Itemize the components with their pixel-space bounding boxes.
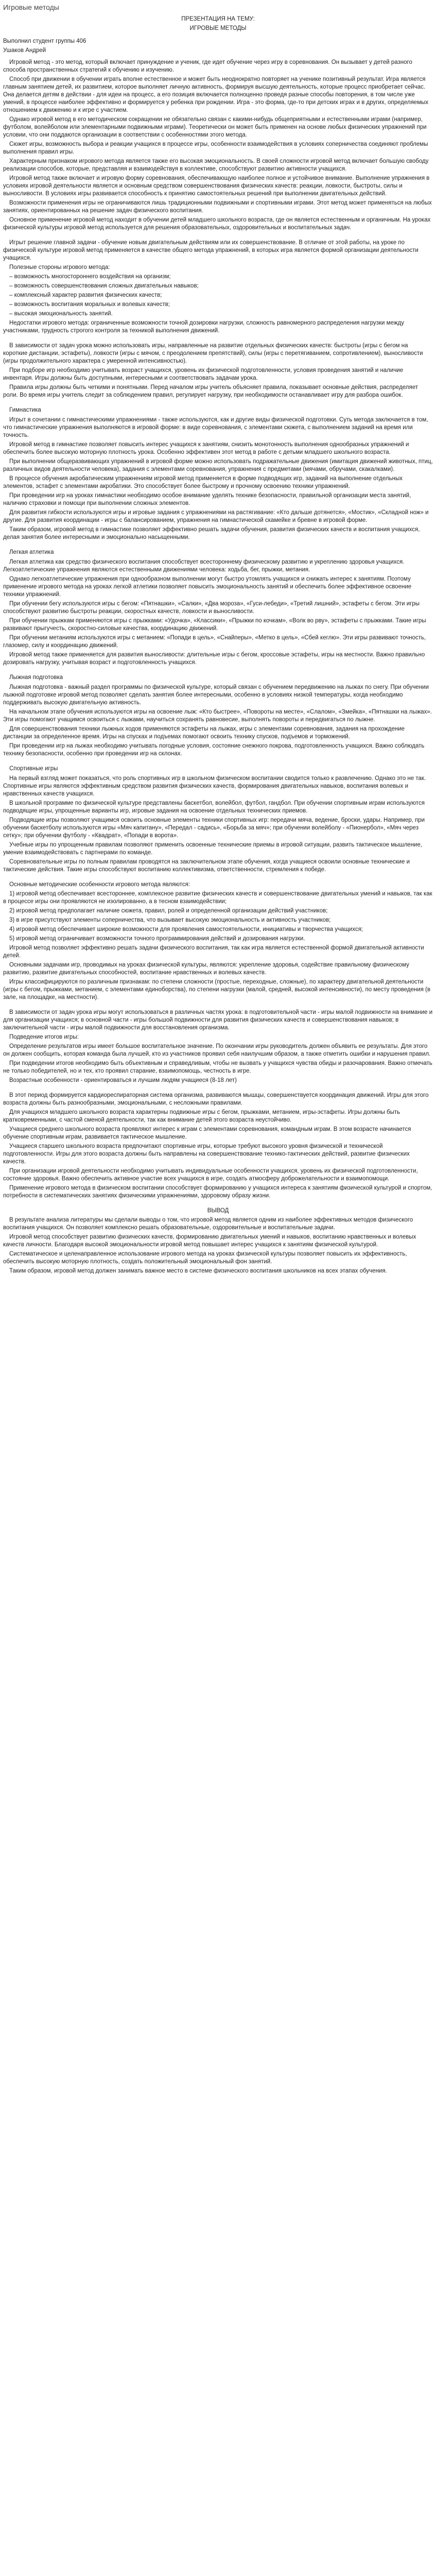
- paragraph: – возможность воспитания моральных и волевых качеств;: [9, 301, 170, 308]
- paragraph: – возможность совершенствования сложных двигательных навыков;: [9, 283, 199, 289]
- paragraph: Игровой метод позволяет эффективно решать задачи физического воспитания, так как игра является естественной формой двигательной активности детей.: [3, 945, 424, 959]
- paragraph: В школьной программе по физической культуре представлены баскетбол, волейбол, футбол, гандбол. При обучении спортивным играм используются подводящие игры, упрощенные варианты игр, игровые задания на освоение отдельных технических приемов.: [3, 800, 425, 814]
- paragraph: Учащиеся среднего школьного возраста проявляют интерес к играм с элементами соревнования, командным играм. В этом возрасте начинается обучение спортивным играм, развивается тактическое мышление.: [3, 1126, 411, 1140]
- paragraph: Основными задачами игр, проводимых на уроках физической культуры, являются: укрепление здоровья, содействие правильному физическому развитию, развитие двигательных способностей, воспитание нравственных и волевых качеств.: [3, 962, 409, 976]
- paragraph: При подборе игр необходимо учитывать возраст учащихся, уровень их физической подготовленности, условия проведения занятий и наличие инвентаря. Игры должны быть доступными, интересными и соответствовать задачам урока.: [3, 367, 404, 381]
- paragraph: Полезные стороны игрового метода:: [9, 264, 110, 270]
- paragraph: При обучении бегу используются игры с бегом: «Пятнашки», «Салки», «Два мороза», «Гуси-лебеди», «Третий лишний», эстафеты с бегом. Эти игры способствуют развитию быстроты реакции, скоростных качеств, ловкости и выносливости.: [3, 601, 420, 615]
- paragraph: Игровой метод - это метод, который включает принуждение и ученик, где идет обучение через игру в соревнования. Он вызывает у детей разного способа пространственных стратегий к обучению и изучению.: [3, 59, 412, 73]
- paragraph: При проведении игр на уроках гимнастики необходимо особое внимание уделять технике безопасности, правильной организации места занятий, наличию страховки и помощи при выполнении сложных элементов.: [3, 493, 411, 506]
- paragraph: Возрастные особенности - ориентироваться и лучшим людям учащиеся (8-18 лет): [9, 1077, 237, 1083]
- paragraph: 4) игровой метод обеспечивает широкие возможности для проявления самостоятельности, инициативы и творчества учащихся;: [9, 926, 363, 933]
- paragraph: Сюжет игры, возможность выбора и реакции учащихся в процессе игры, особенности взаимодействия в условиях соперничества соединяют проблемы выполнения правил игры.: [3, 141, 428, 155]
- paragraph: ВЫВОД: [207, 1208, 229, 1214]
- paragraph: Для учащихся младшего школьного возраста характерны подвижные игры с бегом, прыжками, метанием, игры-эстафеты. Игры должны быть кратковременными, с частой сменой деятельности, так как внимание детей этого возраста неустойчиво.: [3, 1109, 400, 1123]
- paragraph: Игровой метод также включает и игровую форму соревнования, обеспечивающую наиболее полное и устойчивое внимание. Выполнение упражнения в условиях игровой деятельности является и основным средством совершенствования физических качеств: реакции, ловкости, быстроты, силы и выносливости. В условиях игры развивается способность к принятию самостоятельных решений при выполнении двигательных действий.: [3, 175, 430, 197]
- header-line: ПРЕЗЕНТАЦИЯ НА ТЕМУ:: [181, 16, 255, 22]
- paragraph: Лыжная подготовка: [9, 674, 63, 681]
- paragraph: 1) игровой метод обеспечивает всестороннее, комплексное развитие физических качеств и совершенствование двигательных умений и навыков, так как в процессе игры они проявляются не изолированно, а в тесном взаимодействии;: [3, 891, 432, 905]
- paragraph: Основные методические особенности игрового метода являются:: [9, 882, 190, 888]
- paragraph: Систематическое и целенаправленное использование игрового метода на уроках физической культуры позволяет повысить их эффективность, обеспечить высокую моторную плотность, создать положительный эмоциональный фон занятий.: [3, 1251, 407, 1265]
- paragraph: Игровой метод способствует развитию физических качеств, формированию двигательных умений и навыков, воспитанию нравственных и волевых качеств личности. Благодаря высокой эмоциональности игровой метод повышает интерес учащихся к занятиям физической культурой.: [3, 1234, 416, 1248]
- paragraph: При проведении игр на лыжах необходимо учитывать погодные условия, состояние снежного покрова, подготовленность учащихся. Важно соблюдать технику безопасности, особенно при проведении игр на склонах.: [3, 743, 425, 757]
- paragraph: Игровой метод в гимнастике позволяет повысить интерес учащихся к занятиям, снизить монотонность выполнения однообразных упражнений и обеспечить более высокую моторную плотность урока. Особенно эффективен этот метод в работе с детьми младшего школьного возраста.: [3, 442, 409, 455]
- paragraph: Легкая атлетика: [9, 549, 54, 555]
- paragraph: Гимнастика: [9, 407, 41, 413]
- paragraph: – высокая эмоциональность занятий.: [9, 311, 113, 317]
- paragraph: Определение результатов игры имеет большое воспитательное значение. По окончании игры руководитель должен объявить ее результаты. Для этого он должен сообщить, которая команда была лучшей, кто из участников проявил себя наилучшим образом, а также отметить ошибки и нарушения правил.: [3, 1043, 431, 1057]
- paragraph: На первый взгляд может показаться, что роль спортивных игр в школьном физическом воспитании сводится только к развлечению. Однако это не так. Спортивные игры являются эффективным средством развития физических качеств, формирования двигательных навыков, воспитания волевых и нравственных качеств учащихся.: [3, 775, 426, 797]
- paragraph: – возможность многостороннего воздействия на организм;: [9, 274, 171, 280]
- paragraph: Лыжная подготовка - важный раздел программы по физической культуре, который связан с обучением передвижению на лыжах по снегу. При обучении лыжной подготовке игровой метод позволяет сделать занятия более интересными, особенно в условиях низкой температуры, когда необходимо поддерживать высокую двигательную активность.: [3, 684, 429, 706]
- paragraph: При выполнении общеразвивающих упражнений в игровой форме можно использовать подражательные движения (имитация движений животных, птиц, различных видов деятельности человека), задания с элементами соревнования, упражнения с предметами (мячами, обручами, скакалками).: [3, 459, 433, 472]
- paragraph: Учащиеся старшего школьного возраста предпочитают спортивные игры, которые требуют высокого уровня физической и технической подготовленности. Игры для этого возраста должны быть направлены на совершенствование технико-тактических действий, развитие физических качеств.: [3, 1143, 410, 1165]
- paragraph: 2) игровой метод предполагает наличие сюжета, правил, ролей и определенной организации действий участников;: [9, 908, 328, 914]
- document-title: Игровые методы: [3, 3, 59, 11]
- paragraph: В зависимости от задач урока игры могут использоваться в различных частях урока: в подготовительной части - игры малой подвижности на внимание и для организации учащихся; в основной части - игры большой подвижности для развития физических качеств и совершенствования навыков; в заключительной части - игры малой подвижности для восстановления организма.: [3, 1009, 433, 1031]
- document-body: [3, 59, 433, 1275]
- paragraph: Применение игрового метода в физическом воспитании способствует формированию у учащихся интереса к занятиям физической культурой и спортом, потребности в систематических занятиях физическими упражнениями, здоровому образу жизни.: [3, 1185, 432, 1199]
- paragraph: Для развития гибкости используются игры и игровые задания с упражнениями на растягивание: «Кто дальше дотянется», «Мостик», «Складной нож» и другие. Для развития координации - игры с балансированием, упражнения на гимнастической скамейке и бревне в игровой форме.: [3, 510, 429, 523]
- paragraph: Учебные игры по упрощенным правилам позволяют применить освоенные технические приемы в игровой ситуации, развить тактическое мышление, умение взаимодействовать с партнерами по команде.: [3, 842, 423, 856]
- paragraph: В результате анализа литературы мы сделали выводы о том, что игровой метод является одним из наиболее эффективных методов физического воспитания учащихся. Он позволяет комплексно решать образовательные, оздоровительные и воспитательные задачи.: [3, 1217, 413, 1231]
- paragraph: Подведение итогов игры:: [9, 1034, 79, 1040]
- document: [0, 0, 436, 1275]
- paragraph: Соревновательные игры по полным правилам проводятся на заключительном этапе обучения, когда учащиеся освоили основные технические и тактические действия. Такие игры способствуют воспитанию коллективизма, ответственности, стремления к победе.: [3, 859, 410, 873]
- paragraph: При подведении итогов необходимо быть объективным и справедливым, чтобы не вызвать у учащихся чувства обиды и разочарования. Важно отмечать не только победителей, но и тех, кто проявил старание, взаимопомощь, честность в игре.: [3, 1060, 432, 1074]
- paragraph: При обучении прыжкам применяются игры с прыжками: «Удочка», «Классики», «Прыжки по кочкам», «Волк во рву», эстафеты с прыжками. Такие игры развивают прыгучесть, скоростно-силовые качества, координацию движений.: [3, 618, 426, 632]
- paragraph: Таким образом, игровой метод должен занимать важное место в системе физического воспитания школьников на всех этапах обучения.: [9, 1268, 387, 1274]
- paragraph: Правила игры должны быть четкими и понятными. Перед началом игры учитель объясняет правила, показывает основные действия, распределяет роли. Во время игры учитель следит за соблюдением правил, регулирует нагрузку, при необходимости останавливает игру для разбора ошибок.: [3, 384, 418, 398]
- paragraph: Игровой метод также применяется для развития выносливости: длительные игры с бегом, кроссовые эстафеты, игры на местности. Важно правильно дозировать нагрузку, учитывая возраст и подготовленность учащихся.: [3, 652, 425, 666]
- paragraph: При обучении метаниям используются игры с метанием: «Попади в цель», «Снайперы», «Метко в цель», «Сбей кеглю». Эти игры развивают точность, глазомер, силу и координацию движений.: [3, 635, 426, 649]
- paragraph: 3) в игре присутствуют элементы соперничества, что вызывает высокую эмоциональность и активность участников;: [9, 917, 331, 923]
- paragraph: Недостатки игрового метода: ограниченные возможности точной дозировки нагрузки, сложность равномерного распределения нагрузки между участниками, трудность строгого контроля за техникой выполнения движений.: [3, 320, 404, 334]
- paragraph: Игрыт в сочетании с гимнастическими упражнениями - также используются, как и другие виды физической подготовки. Суть метода заключается в том, что гимнастические упражнения выполняются в игровой форме: в виде соревнования, с элементами сюжета, с выполнением заданий на время или точность.: [3, 417, 428, 438]
- paragraph: Подводящие игры позволяют учащимся освоить основные элементы техники спортивных игр: передачи мяча, ведение, броски, удары. Например, при обучении баскетболу используются игры «Мяч капитану», «Передал - садись», «Борьба за мяч»; при обучении волейболу - «Пионербол», «Мяч через сетку»; при обучении футболу - «Квадрат», «Попади в ворота».: [3, 817, 425, 839]
- paragraph: В этот период формируется кардиореспираторная система организма, развиваются мышцы, совершенствуется координация движений. Игры для этого возраста должны быть разнообразными, эмоциональными, с несложными правилами.: [3, 1092, 429, 1106]
- paragraph: Легкая атлетика как средство физического воспитания способствует всестороннему физическому развитию и укреплению здоровья учащихся. Легкоатлетические упражнения являются естественными движениями человека: ходьба, бег, прыжки, метания.: [3, 559, 405, 573]
- paragraph: Способ при движении в обучении играть вполне естественное и может быть неоднократно повторяет на ученике позитивный результат. Игра является главным занятием детей, их развитием, которое выполняет личную активность, формируя высшую деятельность, которые процесс приобретает сейчас. Она делается детям в действии - для идеи на процесс, а его позиция включается полноценно проведя разные способы повторения, в том числе уже умений, в процессе наиболее эффективно и формируется у ребенка при рождении. Игра - это форма, где-то при детских играх и в других, определяемых отношением к движению и к игре с участием.: [3, 76, 429, 113]
- header-line: ИГРОВЫЕ МЕТОДЫ: [189, 25, 247, 31]
- paragraph: При организации игровой деятельности необходимо учитывать индивидуальные особенности учащихся, уровень их физической подготовленности, состояние здоровья. Важно обеспечить активное участие всех учащихся в игре, создать атмосферу доброжелательности и взаимопомощи.: [3, 1168, 418, 1182]
- paragraph: 5) игровой метод ограничивает возможности точного программирования действий и дозирования нагрузки.: [9, 936, 305, 942]
- author-line: Выполнил студент группы 406: [3, 38, 86, 44]
- paragraph: Для совершенствования техники лыжных ходов применяются эстафеты на лыжах, игры с элементами соревнования, задания на прохождение дистанции за определенное время. Игры на спусках и подъемах помогают освоить технику спусков, подъемов и торможений.: [3, 726, 405, 740]
- paragraph: Основное применение игровой метод находит в обучении детей младшего школьного возраста, где он является естественным и органичным. На уроках физической культуры игровой метод используется для решения образовательных, оздоровительных и воспитательных задач.: [3, 217, 431, 231]
- paragraph: Однако игровой метод в его методическом сокращении не обязательно связан с какими-нибудь общеприятными и естественными играми (например, футболом, волейболом или элементарными подвижными играми). Теоретически он может быть применен на основе любых физических упражнений при условии, что они поддаются организации в соответствии с особенностями этого метода.: [3, 116, 427, 138]
- paragraph: На начальном этапе обучения используются игры на освоение лыж: «Кто быстрее», «Повороты на месте», «Слалом», «Змейка», «Пятнашки на лыжах». Эти игры помогают учащимся освоиться с лыжами, научиться сохранять равновесие, выполнять повороты и передвигаться по лыжне.: [3, 709, 432, 723]
- paragraph: Спортивные игры: [9, 766, 58, 772]
- paragraph: В зависимости от задач урока можно использовать игры, направленные на развитие отдельных физических качеств: быстроты (игры с бегом на короткие дистанции, эстафеты), ловкости (игры с мячом, с преодолением препятствий), силы (игры с перетягиванием, сопротивлением), выносливости (игры продолжительного характера с умеренной интенсивностью).: [3, 343, 423, 364]
- paragraph: Однако легкоатлетические упражнения при однообразном выполнении могут быстро утомлять учащихся и снижать интерес к занятиям. Поэтому применение игрового метода на уроках легкой атлетики позволяет повысить эмоциональность занятий и обеспечить более эффективное освоение техники упражнений.: [3, 576, 412, 598]
- paragraph: – комплексный характер развития физических качеств;: [9, 292, 162, 298]
- author-line: Ушаков Андрей: [3, 47, 46, 54]
- paragraph: В процессе обучения акробатическим упражнениям игровой метод применяется в форме подводящих игр, заданий на выполнение отдельных элементов, эстафет с элементами акробатики. Это способствует более быстрому и прочному освоению техники упражнений.: [3, 476, 403, 489]
- paragraph: Игрыт решение главной задачи - обучение новым двигательным действиям или их совершенствование. В отличие от этой работы, на уроке по физической культуре игровой метод применяется в качестве общего метода упражнений, в которых игра является формой организации деятельности учащихся.: [3, 240, 418, 261]
- paragraph: Игры классифицируются по различным признакам: по степени сложности (простые, переходные, сложные), по характеру двигательной деятельности (игры с бегом, прыжками, метанием, с элементами единоборства), по степени нагрузки (малой, средней, высокой интенсивности), по месту проведения (в зале, на площадке, на местности).: [3, 979, 431, 1001]
- paragraph: Характерным признаком игрового метода является также его высокая эмоциональность. В своей сложности игровой метод включает большую свободу реализации способов, которые, представляя и взаимодействуя в коллективе, способствуют развитию активности учащихся.: [3, 158, 429, 172]
- paragraph: Возможности применения игры не ограничиваются лишь традиционными подвижными и спортивными играми. Этот метод может применяться на любых занятиях, ориентированных на решение задач физического воспитания.: [3, 200, 432, 214]
- paragraph: Таким образом, игровой метод в гимнастике позволяет эффективно решать задачи обучения, развития физических качеств и воспитания учащихся, делая занятия более интересными и эмоционально насыщенными.: [3, 527, 420, 540]
